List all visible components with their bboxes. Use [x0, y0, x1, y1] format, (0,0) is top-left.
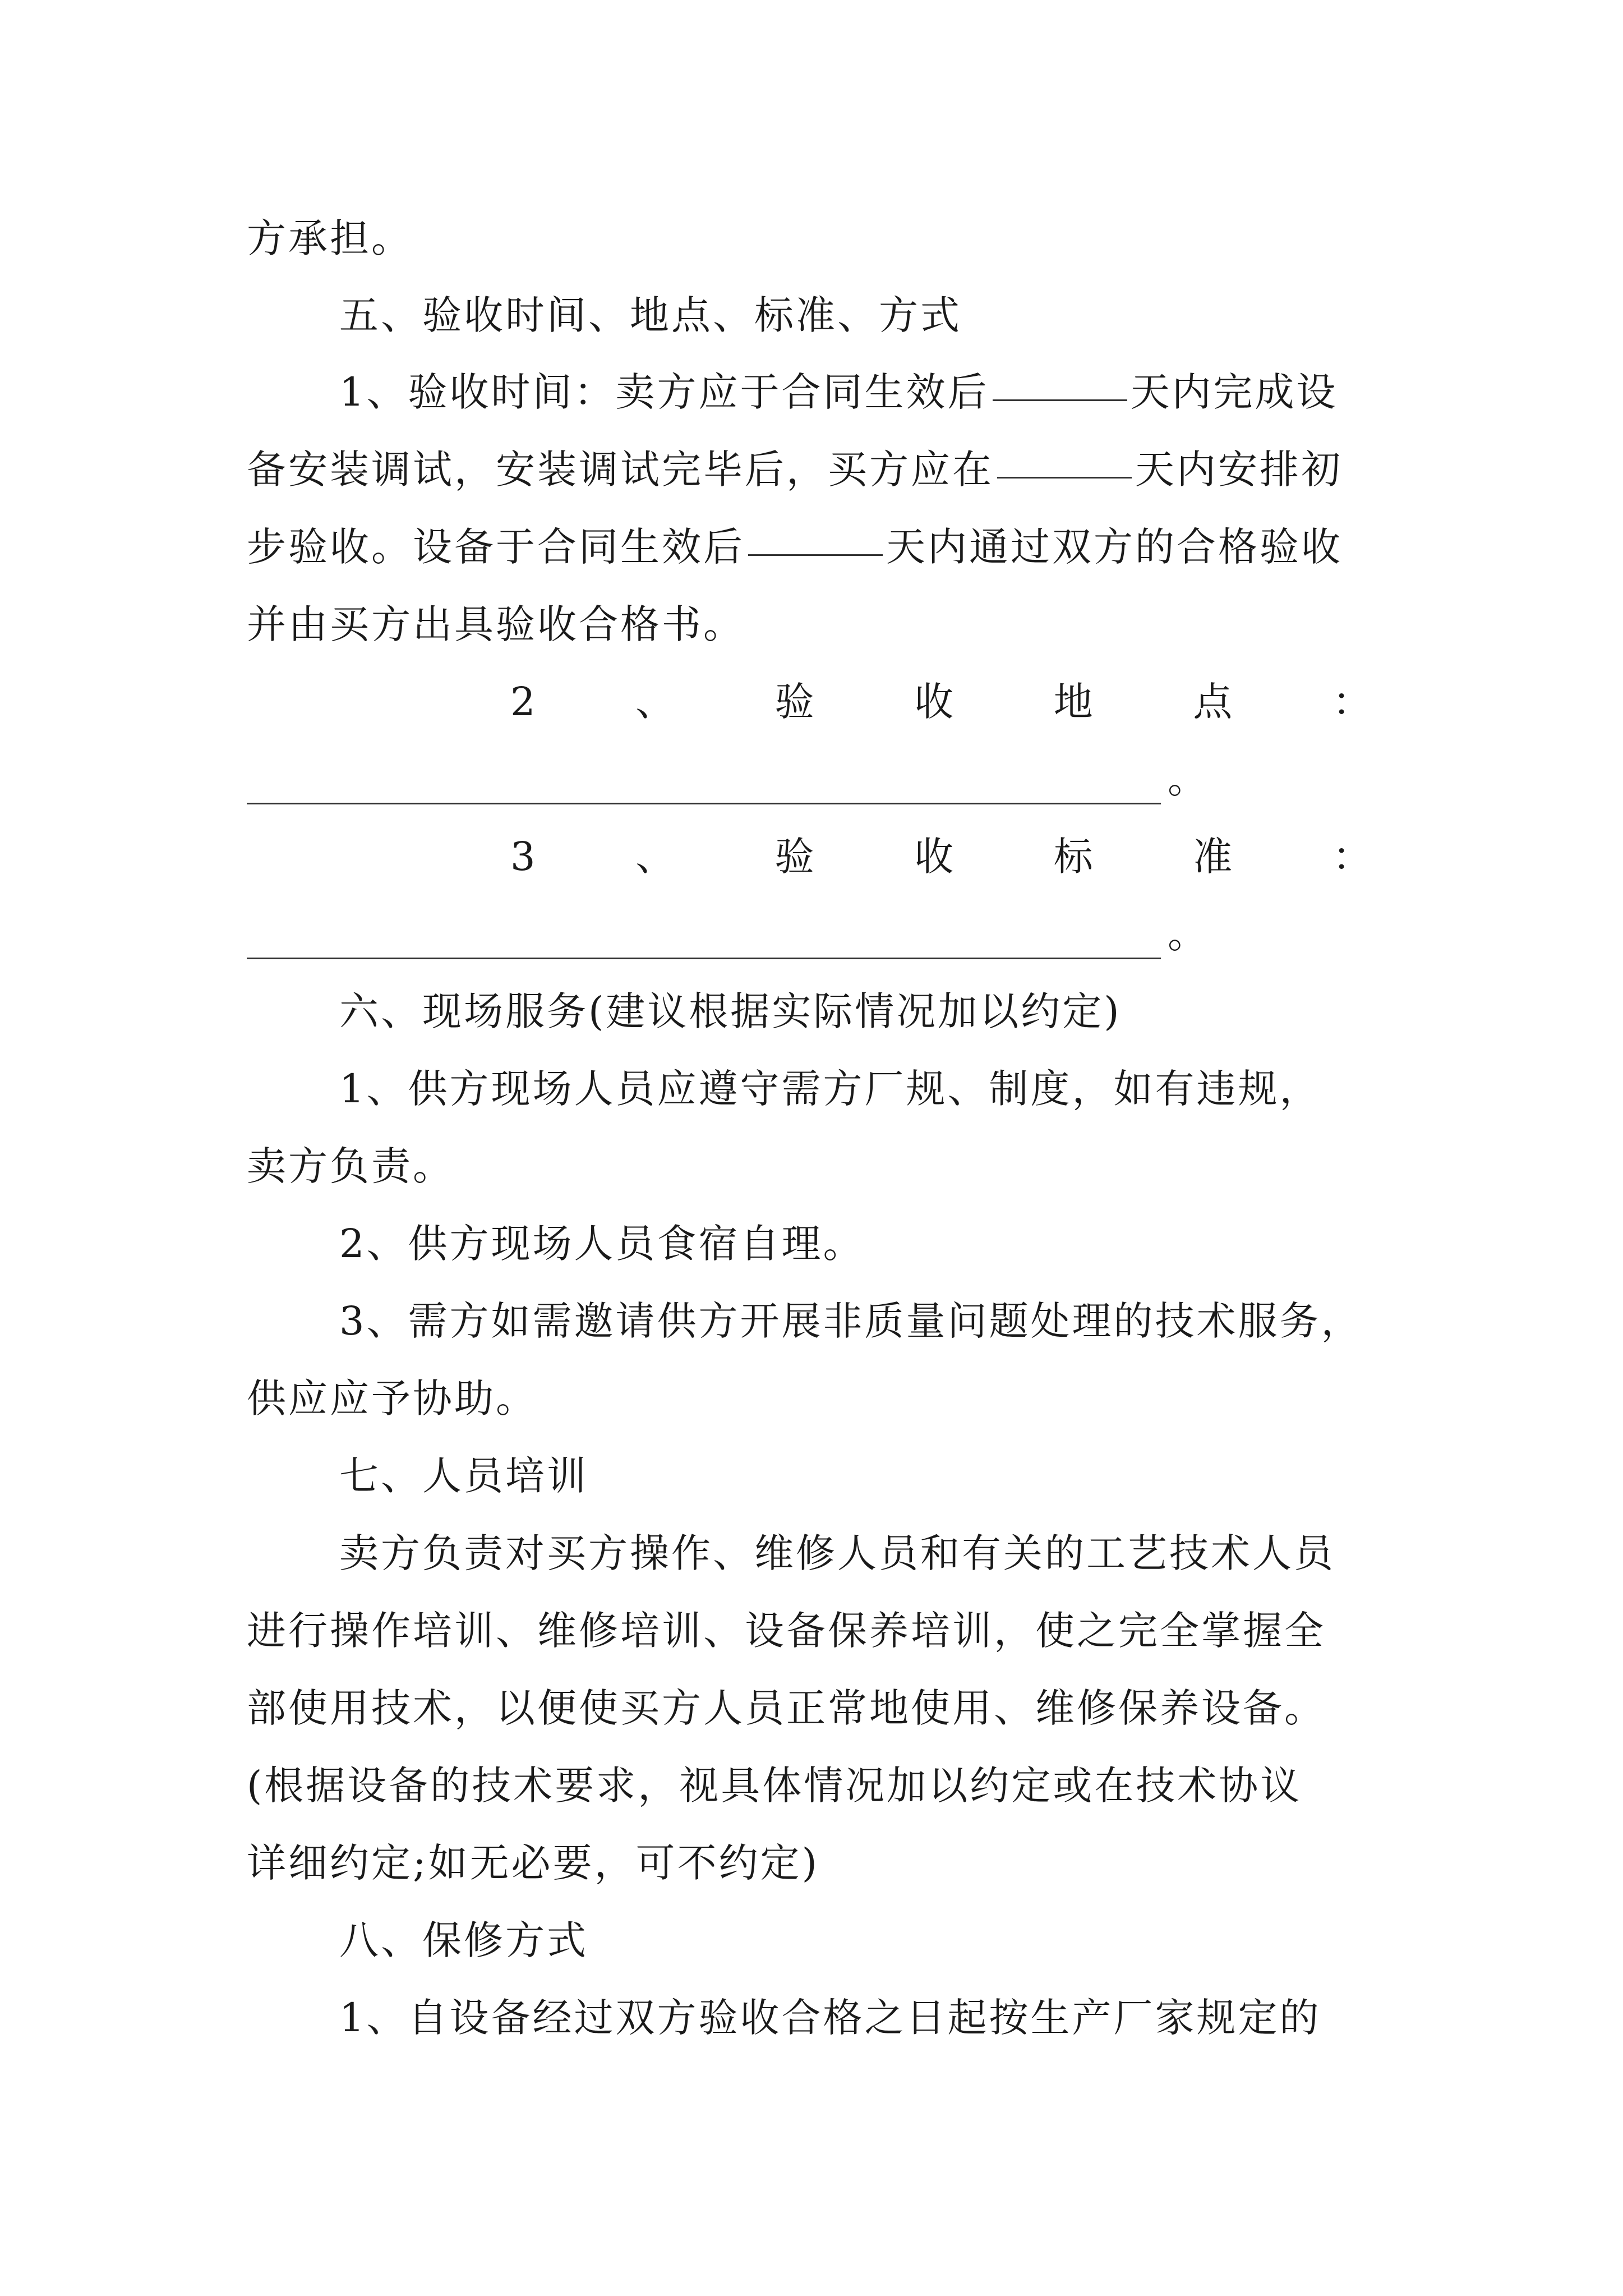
paragraph-line: 3、需方如需邀请供方开展非质量问题处理的技术服务，: [339, 1298, 1363, 1344]
paragraph-line: 并由买方出具验收合格书。: [247, 601, 745, 647]
paragraph-line: [339, 367, 1374, 417]
char: 地: [1053, 679, 1095, 725]
paragraph-line: 2、供方现场人员食宿自理。: [339, 1221, 865, 1267]
text-segment: 1、验收时间：卖方应于合同生效后: [339, 369, 989, 415]
section-heading: 八、保修方式: [339, 1917, 588, 1963]
char: 点: [1193, 679, 1235, 725]
fill-blank: [993, 367, 1127, 401]
underline-row: [247, 754, 1207, 804]
char: 2: [510, 679, 538, 725]
char: 验: [774, 834, 817, 880]
paragraph-line: 进行操作培训、维修培训、设备保养培训，使之完全掌握全: [247, 1608, 1326, 1654]
paragraph-line: 1、供方现场人员应遵守需方厂规、制度，如有违规，: [339, 1066, 1321, 1112]
text-segment: 天内通过双方的合格验收: [886, 524, 1343, 570]
paragraph-line: [247, 522, 1374, 572]
fill-blank: [748, 522, 883, 556]
fill-line: [247, 926, 1161, 959]
paragraph-line: 卖方负责对买方操作、维修人员和有关的工艺技术人员: [339, 1530, 1335, 1576]
paragraph-line: 详细约定;如无必要，可不约定): [247, 1840, 819, 1886]
section-heading: 七、人员培训: [339, 1453, 588, 1499]
char: 收: [914, 679, 956, 725]
section-heading: 六、现场服务(建议根据实际情况加以约定): [339, 988, 1122, 1034]
char: 、: [635, 679, 677, 725]
paragraph-line: 供应应予协助。: [247, 1375, 537, 1421]
period: 。: [1168, 911, 1207, 957]
paragraph-line: [247, 444, 1374, 495]
text-segment: 步验收。设备于合同生效后: [247, 524, 745, 570]
text-segment: 备安装调试，安装调试完毕后，买方应在: [247, 447, 994, 493]
paragraph-line: (根据设备的技术要求，视具体情况加以约定或在技术协议: [247, 1763, 1302, 1809]
paragraph-line: 方承担。: [247, 215, 413, 261]
fill-line: [247, 771, 1161, 804]
fill-blank: [997, 444, 1132, 478]
char: 收: [914, 834, 956, 880]
char: ：: [1332, 834, 1374, 880]
section-heading: 五、验收时间、地点、标准、方式: [339, 292, 962, 338]
text-segment: 天内完成设: [1130, 369, 1338, 415]
underline-row: [247, 909, 1207, 959]
char: 准: [1193, 834, 1235, 880]
spaced-heading-line: [510, 831, 1374, 882]
char: 标: [1053, 834, 1095, 880]
paragraph-line: 卖方负责。: [247, 1143, 454, 1189]
char: 验: [774, 679, 817, 725]
paragraph-line: 1、自设备经过双方验收合格之日起按生产厂家规定的: [339, 1995, 1321, 2041]
spaced-heading-line: [510, 677, 1374, 727]
char: ：: [1332, 679, 1374, 725]
char: 、: [635, 834, 677, 880]
period: 。: [1168, 756, 1207, 802]
text-segment: 天内安排初: [1135, 447, 1343, 493]
paragraph-line: 部使用技术，以便使买方人员正常地使用、维修保养设备。: [247, 1685, 1326, 1731]
char: 3: [510, 834, 538, 880]
